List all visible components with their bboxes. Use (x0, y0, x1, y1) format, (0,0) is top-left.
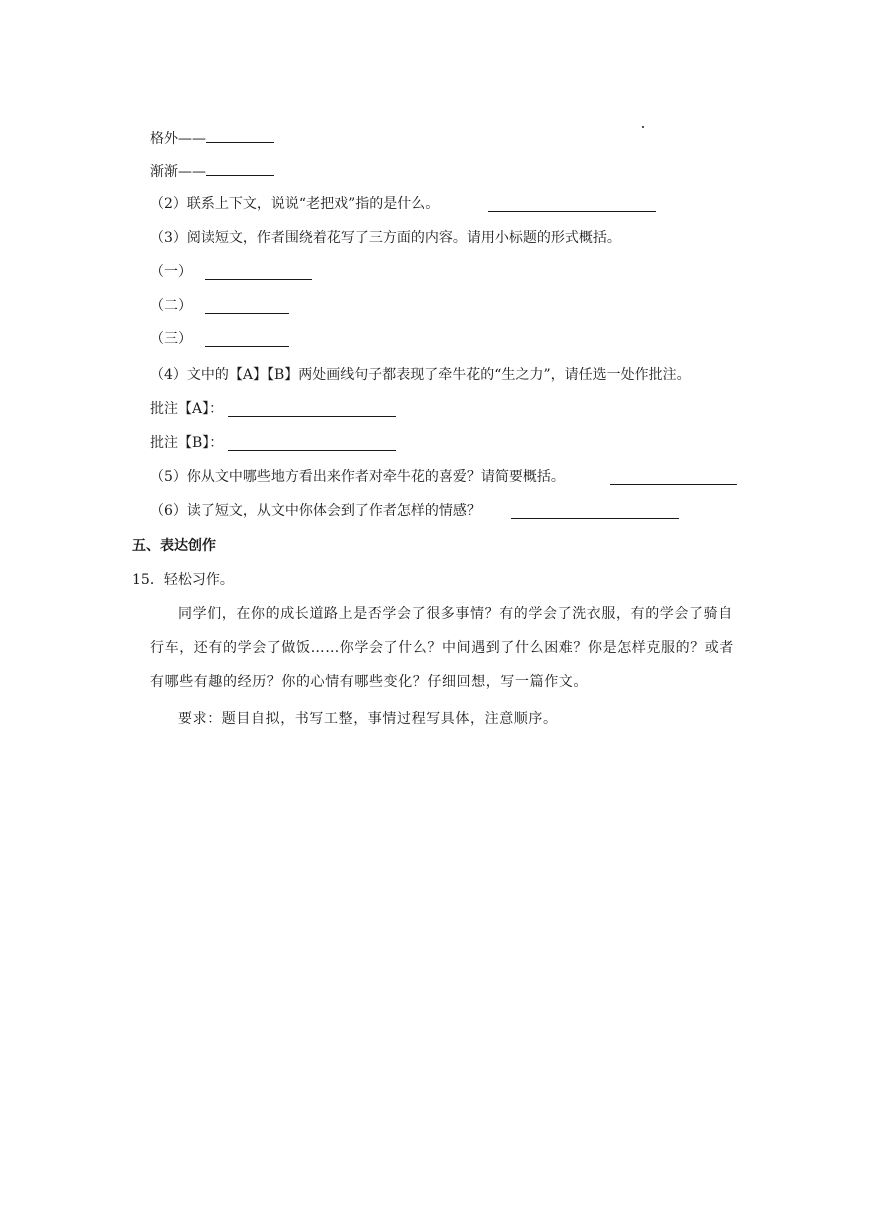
subtitle-line-3 (150, 330, 192, 348)
note-a-line (150, 400, 223, 418)
word-jianjian-label: 渐渐—— (150, 164, 206, 180)
section-heading (132, 537, 216, 555)
word-line-jianjian (150, 161, 274, 181)
answer-blank-q5[interactable] (610, 470, 737, 485)
subtitle-1-label: （一） (150, 264, 192, 280)
answer-blank-sub2[interactable] (205, 299, 289, 314)
subtitle-3-label: （三） (150, 331, 192, 347)
question-15-title (132, 571, 234, 589)
requirement-paragraph: 要求：题目自拟，书写工整，事情过程写具体，注意顺序。 (178, 711, 558, 727)
prompt-paragraph: 同学们，在你的成长道路上是否学会了很多事情？有的学会了洗衣服，有的学会了骑自行车，还有的学会了做饭……你学会了什么？中间遇到了什么困难？你是怎样克服的？或者有哪些有趣的经历？你的心情有哪些变化？仔细回想，写一篇作文。 (150, 606, 734, 690)
word-gewai-label: 格外—— (150, 131, 206, 147)
question-2-text: （2）联系上下文，说说“老把戏”指的是什么。 (150, 196, 440, 212)
note-b-label: 批注【B】： (150, 435, 224, 451)
note-a-label: 批注【A】： (150, 401, 224, 417)
question-5-text: （5）你从文中哪些地方看出来作者对牵牛花的喜爱？请简要概括。 (150, 469, 565, 485)
question-15-title-text: 15．轻松习作。 (132, 572, 234, 588)
question-4 (150, 366, 691, 384)
section-heading-text: 五、表达创作 (132, 538, 216, 554)
answer-blank-sub3[interactable] (205, 332, 289, 347)
answer-blank-sub1[interactable] (205, 265, 312, 280)
answer-blank-note-a[interactable] (228, 402, 396, 417)
subtitle-line-2 (150, 297, 192, 315)
question-2 (150, 195, 439, 213)
question-5 (150, 468, 565, 486)
question-3 (150, 229, 621, 247)
note-b-line (150, 434, 223, 452)
word-line-gewai (150, 128, 274, 148)
answer-blank-gewai[interactable] (206, 128, 274, 143)
subtitle-2-label: （二） (150, 298, 192, 314)
answer-blank-q2[interactable] (488, 197, 656, 212)
question-3-text: （3）阅读短文，作者围绕着花写了三方面的内容。请用小标题的形式概括。 (150, 230, 621, 246)
stray-dot (642, 126, 644, 128)
question-4-text: （4）文中的【A】【B】两处画线句子都表现了牵牛花的“生之力”，请任选一处作批注。 (150, 367, 691, 383)
answer-blank-note-b[interactable] (228, 436, 396, 451)
answer-blank-q6[interactable] (511, 504, 679, 519)
answer-blank-jianjian[interactable] (206, 161, 274, 176)
subtitle-line-1 (150, 263, 192, 281)
question-6 (150, 502, 481, 520)
question-6-text: （6）读了短文，从文中你体会到了作者怎样的情感？ (150, 503, 481, 519)
